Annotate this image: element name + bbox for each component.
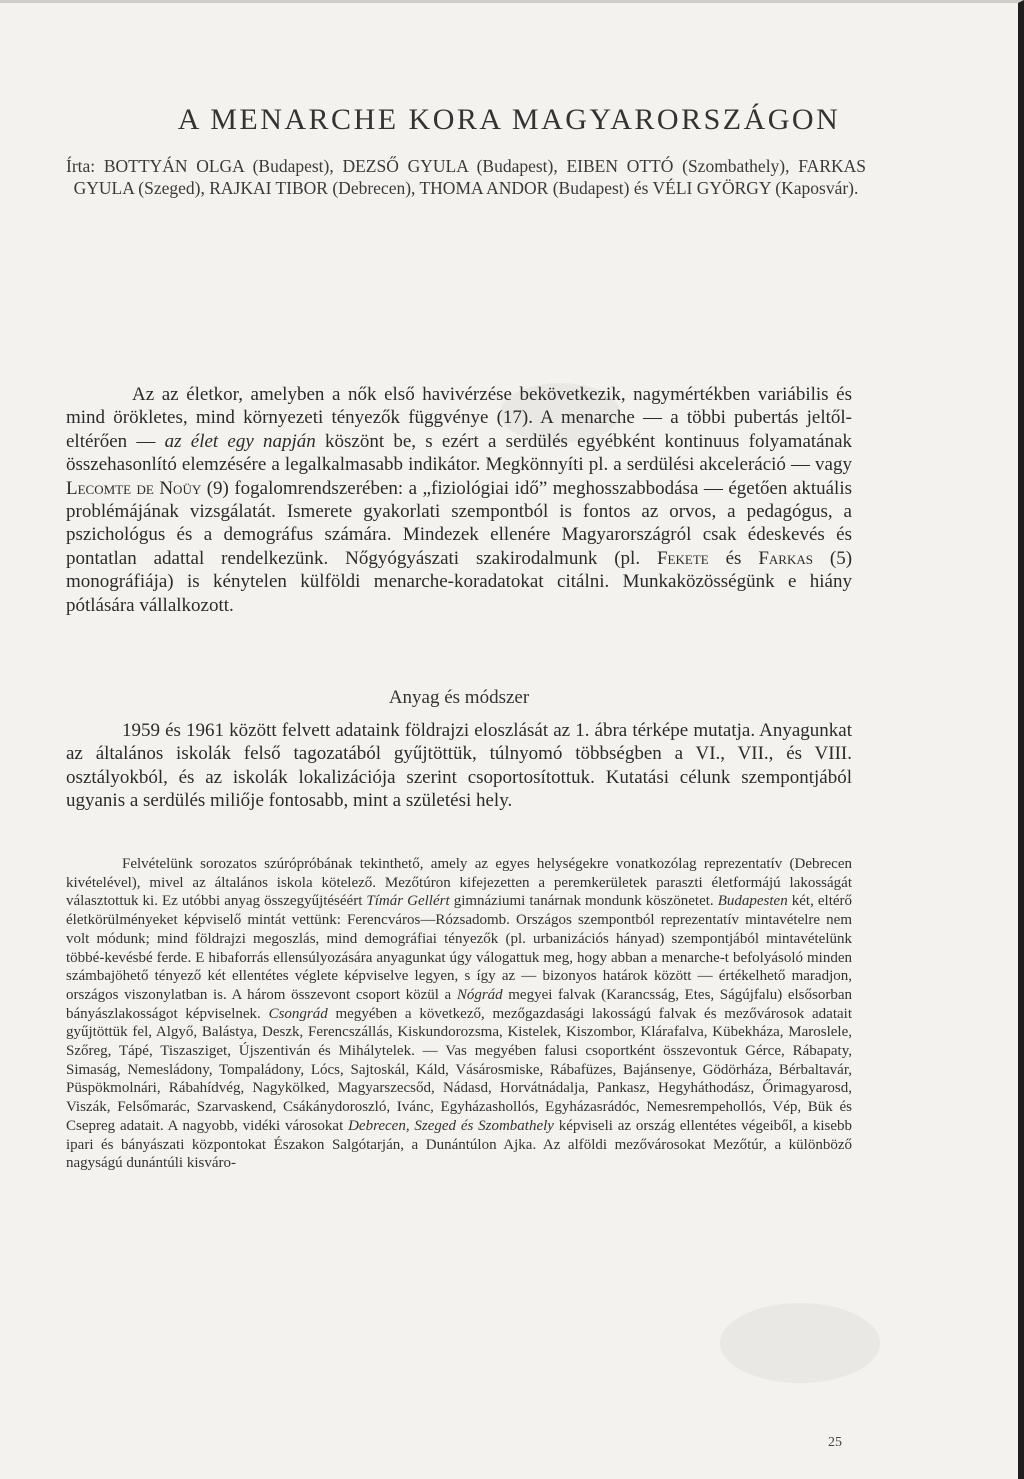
author-ref-farkas: Farkas [758,547,813,569]
notes-paragraph [66,855,852,1173]
methods-paragraph: 1959 és 1961 között felvett adataink földrajzi eloszlását az 1. ábra térképe mutatja. Anyagunkat az általános iskolák felső tagozatából gyűjtöttük, túlnyomó többségben a VI., VII., és VIII. osztályokból, és az iskolák lokalizációja szerint csoportosítottuk. Kutatási célunk szempontjából ugyanis a serdülés miliője fontosabb, mint a születési hely. [66,720,852,812]
notes-text-3: két, eltérő életkörülményeket képviselő mintát vettünk: Ferencváros—Rózsadomb. Országos szempontból reprezentatív mintavételre nem volt módunk; mind földrajzi megoszlás, mind demográfiai tényezők (pl. urbanizációs hányad) szempontjából mintavételünk többé-kevésbé ferde. E hibaforrás ellensúlyozására anyagunkat úgy válogattuk meg, hogy abban a menarche-t befolyásoló minden számbajöhető tényező két ellentétes véglete képviselve legyen, s így az — bizonyos határok között — értékelhető maradjon, országos viszonylatban is. A három összevont csoport közül a [66,893,853,1003]
paper-stain [720,1303,880,1383]
intro-text-1: Az az életkor, amelyben a nők első havivérzése bekövetkezik, nagymértékben variábilis és mind örökletes, mind környezeti tényezők függvénye (17). A menarche — a többi pubertás jeltől-eltérően — [66,384,852,452]
intro-text-3: (9) fogalomrendszerében: a „fiziológiai idő” meghosszabbodása — égetően aktuális problémájának vizsgálatát. Ismerete gyakorlati szempontból is fontos az orvos, a pedagógus, a pszichológus és a demográfus számára. Mindezek ellenére Magyarországról csak édeskevés és pontatlan adattal rendelkezünk. Nőgyógyászati szakirodalmunk (pl. [66,477,853,569]
author-line: Írta: BOTTYÁN OLGA (Budapest), DEZSŐ GYULA (Budapest), EIBEN OTTÓ (Szombathely), FARKAS GYULA (Szeged), RAJKAI TIBOR (Debrecen), THOMA ANDOR (Budapest) és VÉLI GYÖRGY (Kaposvár). [66,156,866,198]
notes-text-5: megyében a következő, mezőgazdasági lakosságú falvak és mezővárosok adatait gyűjtöttük fel, Algyő, Balástya, Deszk, Ferencszállás, Kiskundorozsma, Kistelek, Kiszombor, Klárafalva, Kübekháza, Maroslele, Szőreg, Tápé, Tiszasziget, Újszentiván és Mihálytelek. — Vas megyében falusi csoportként összevontuk Gérce, Rábapaty, Simaság, Nemesládony, Tompaládony, Lócs, Sajtoskál, Káld, Vásárosmiske, Rábafüzes, Bajánsenye, Gödörháza, Bérbaltavár, Püspökmolnári, Rábahídvég, Nagykölked, Magyarszecsőd, Nádasd, Horvátnádalja, Pankasz, Hegyháthodász, Őrimagyarosd, Viszák, Felsőmarác, Szarvaskend, Csákánydoroszló, Ivánc, Egyházashollós, Egyházasrádóc, Nemesrempehollós, Vép, Bük és Csepreg adatait. A nagyobb, vidéki városokat [66,1005,853,1134]
notes-emphasis-csongrad: Csongrád [268,1005,328,1022]
author-ref-lecomte: Lecomte de Noüy [66,477,202,499]
notes-text-1: Felvételünk sorozatos szúrópróbának tekinthető, amely az egyes helységekre vonatkozólag reprezentatív (Debrecen kivételével), mivel az általános iskola kötelező. Mezőtúron kifejezetten a peremkerületek paraszti életformájú lakosságát választottuk ki. Ez utóbbi anyag összegyűjtéséért [66,856,852,910]
intro-text-5: (5) monográfiája) is kénytelen külföldi menarche-koradatokat citálni. Munkaközösségünk e hiány pótlására vállalkozott. [66,547,853,616]
article-title: A MENARCHE KORA MAGYARORSZÁGON [177,103,841,136]
page-number: 25 [828,1435,842,1450]
notes-emphasis-budapesten: Budapesten [717,893,788,910]
notes-emphasis-nograd: Nógrád [456,986,503,1003]
intro-text-2: köszönt be, s ezért a serdülés egyébként kontinuus folyamatának összehasonlító elemzésére a legalkalmasabb indikátor. Megkönnyíti pl. a serdülési akceleráció — vagy [66,430,853,476]
intro-paragraph [66,383,852,617]
author-ref-fekete: Fekete [656,547,709,569]
intro-emphasis: az élet egy napján [164,430,316,452]
notes-text-6: képviseli az ország ellentétes végeiből, a kisebb ipari és bányászati központokat Északon Salgótarján, a Dunántúlon Ajka. Az alföldi mezővárosokat Mezőtúr, a különböző nagyságú dunántúli kisváro- [66,1117,853,1172]
notes-emphasis-cities: Debrecen, Szeged és Szombathely [348,1117,554,1134]
intro-text-4: és [725,547,742,569]
section-heading: Anyag és módszer [388,687,530,708]
notes-text-2: gimnáziumi tanárnak mondunk köszönetet. [453,893,714,910]
notes-emphasis-timar: Tímár Gellért [366,893,450,910]
notes-text-4: megyei falvak (Karancsság, Etes, Ságújfalu) elsősorban bányászlakosságot képviselnek. [66,986,853,1022]
